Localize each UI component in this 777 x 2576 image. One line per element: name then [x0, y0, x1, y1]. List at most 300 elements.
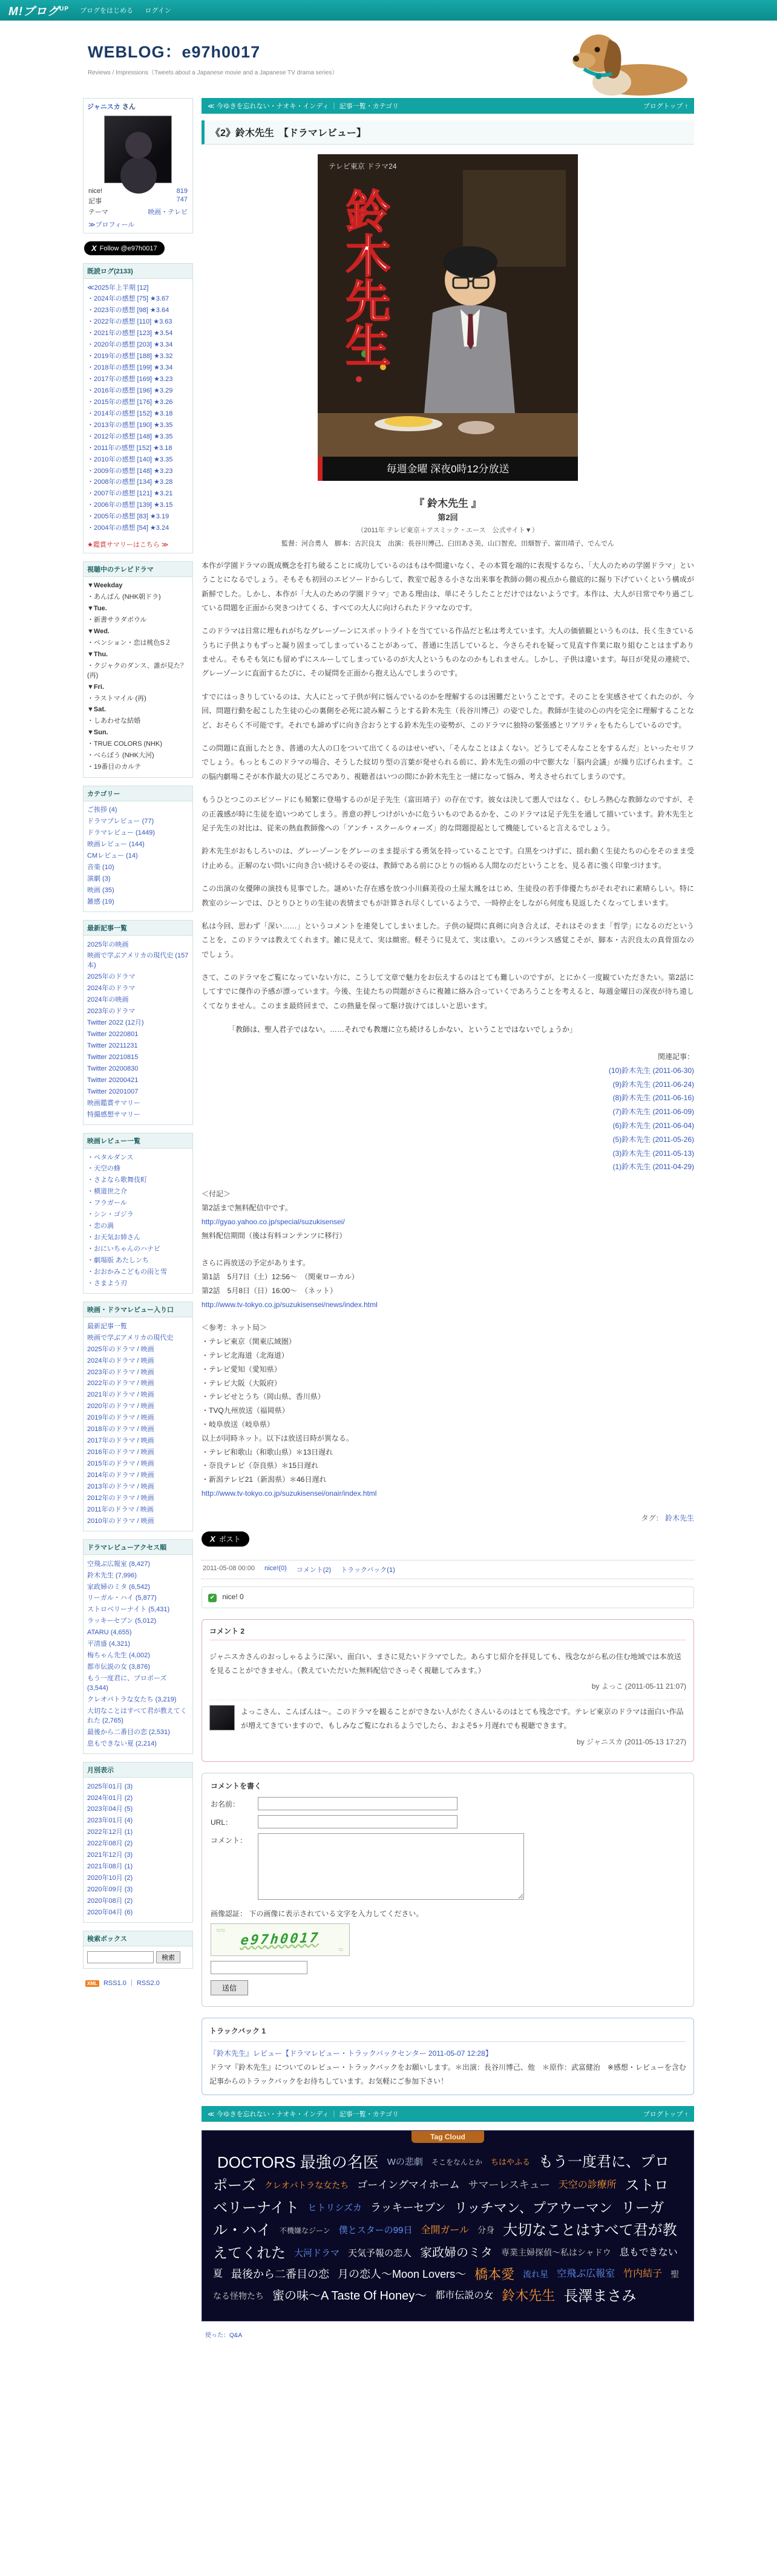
review-entrance-link[interactable]: 2016年のドラマ / 映画: [87, 1449, 154, 1456]
tag-cloud-link[interactable]: 月の恋人～Moon Lovers～: [338, 2268, 467, 2280]
blog-top-link[interactable]: ブログトップ ↑: [643, 2110, 688, 2118]
network-line: ・テレビせとうち（岡山県、香川県）: [202, 1392, 325, 1401]
access-rank-link[interactable]: 平清盛 (4,321): [87, 1640, 130, 1648]
review-entrance-link[interactable]: 2017年のドラマ / 映画: [87, 1437, 154, 1445]
recent-link[interactable]: Twitter 20220801: [87, 1031, 139, 1038]
tag-cloud-link[interactable]: 長澤まさみ: [563, 2287, 637, 2304]
comment-author: by よっこ (2011-05-11 21:07): [591, 1682, 686, 1691]
review-entrance-link[interactable]: 2022年のドラマ / 映画: [87, 1380, 154, 1387]
access-rank-link[interactable]: ATARU (4,655): [87, 1629, 132, 1637]
review-entrance-item: [87, 1470, 189, 1481]
review-paragraph: このドラマは日常に埋もれがちなグレーゾーンにスポットライトを当てている作品だと私は考えています。大人の価値観というものは、長く生きているうちに子供よりもずっと凝り固まってしまっていることがあって、普通に生活していると、今さらそれを疑って見直す作業に取り組むことはまずありません。そもそも気にも留めずにスルーしてしまっているのが大人というものなのかもしれません。しかし、子供は違います。毎日が発見の連続で、グレーゾーンに直面するたびに、その疑問を正面から抱え込んでしまうのです。: [202, 627, 694, 678]
review-paragraph: さて、このドラマをご覧になっていない方に、こうして文章で魅力をお伝えするのはとても難しいのですが、とにかく一度観ていただきたい。第2話にしてすでに傑作の予感が漂っています。今後、生徒たちの問題がさらに複雑に絡み合っていくであろうことを考えると、毎週金曜日の深夜が待ち遠しくてなりません。このまま最終回まで、この熱量を保って駆け抜けてほしいと思います。: [202, 973, 694, 1010]
archive-link[interactable]: ・2016年の感想 [196] ★3.29: [87, 386, 173, 394]
archive-item: [87, 443, 189, 454]
recent-box: [83, 920, 193, 1125]
archive-link[interactable]: ・2011年の感想 [152] ★3.18: [87, 444, 172, 452]
tag-cloud-title: Tag Cloud: [411, 2131, 484, 2143]
sidebar: [83, 98, 193, 1994]
blog-top-link[interactable]: ブログトップ ↑: [643, 103, 688, 110]
tag-cloud-link[interactable]: DOCTORS 最強の名医: [217, 2153, 379, 2171]
network-line: ・奈良テレビ（奈良県）＊15日遅れ: [202, 1461, 319, 1470]
tag-cloud-link[interactable]: 竹内結子: [623, 2269, 663, 2280]
recent-link[interactable]: Twitter 20210815: [87, 1053, 139, 1061]
access-rank-item: [87, 1559, 189, 1570]
tag-cloud-link[interactable]: 息もできない夏: [213, 2247, 678, 2280]
captcha-text: ≈≈ e97h0017: [240, 1930, 321, 1949]
archive-item: [87, 454, 189, 466]
tag-cloud-link[interactable]: リッチマン、プアウーマン: [454, 2200, 612, 2216]
access-rank-title: ドラマレビューアクセス順: [84, 1540, 192, 1555]
recent-link[interactable]: Twitter 20200830: [87, 1065, 139, 1072]
review-quote: 「教師は、聖人君子ではない。……それでも教壇に立ち続けるしかない、ということではないでしょうか」: [228, 1025, 577, 1034]
category-link[interactable]: 映画レビュー (144): [87, 840, 145, 848]
related-link[interactable]: (9)鈴木先生 (2011-06-24): [612, 1080, 694, 1089]
review-entrance-link[interactable]: 2011年のドラマ / 映画: [87, 1505, 154, 1513]
archive-link[interactable]: ・2024年の感想 [75] ★3.67: [87, 295, 169, 303]
network-line: ・新潟テレビ21（新潟県）＊46日遅れ: [202, 1475, 327, 1484]
url-field[interactable]: [258, 1815, 457, 1828]
access-rank-link[interactable]: 家政婦のミタ (6,542): [87, 1583, 150, 1591]
access-rank-box: [83, 1539, 193, 1754]
recent-link[interactable]: 2023年のドラマ: [87, 1008, 136, 1016]
access-rank-link[interactable]: 都市伝説の女 (3,876): [87, 1663, 150, 1671]
access-rank-item: [87, 1662, 189, 1674]
category-item: [87, 805, 189, 817]
access-rank-item: [87, 1651, 189, 1662]
review-paragraph: もうひとつこのエピソードにも頻繁に登場するのが足子先生（富田靖子）の存在です。彼女は決して悪人ではなく、むしろ熱心な教師なのですが、その正義感が時に生徒を追いつめてしまう。善意の押しつけがいかに危ういものであるかを、このドラマは足子先生を通して描いています。鈴木先生と足子先生の対比は、従来の熱血教師像への「アンチ・スクールウォーズ」的な問題提起として機能していると言えるでしょう。: [202, 795, 694, 832]
tag-cloud: [202, 2130, 694, 2321]
categories-title: カテゴリー: [84, 786, 192, 801]
related-link[interactable]: (7)鈴木先生 (2011-06-09): [612, 1107, 694, 1117]
access-rank-link[interactable]: ラッキーセブン (5,012): [87, 1617, 157, 1625]
tag-cloud-link[interactable]: リーガル・ハイ: [213, 2200, 664, 2239]
submit-button[interactable]: 送信: [211, 1980, 248, 1995]
profile-name[interactable]: ジャニスカ さん: [87, 103, 136, 111]
archive-link[interactable]: ・2015年の感想 [176] ★3.26: [87, 398, 173, 406]
monthly-link[interactable]: 2021年12月 (3): [87, 1851, 133, 1859]
access-rank-item: [87, 1694, 189, 1706]
recent-link[interactable]: 2025年のドラマ: [87, 973, 136, 981]
tag-cloud-link[interactable]: 大河ドラマ: [294, 2248, 340, 2258]
access-rank-link[interactable]: リーガル・ハイ (5,877): [87, 1594, 157, 1602]
nice-check-icon[interactable]: ✔: [208, 1594, 217, 1602]
recent-item: [87, 972, 189, 983]
movie-review-item: [87, 1198, 189, 1210]
start-blog-link[interactable]: ブログをはじめる: [80, 7, 134, 15]
related-link[interactable]: (10)鈴木先生 (2011-06-30): [608, 1066, 694, 1075]
access-rank-item: [87, 1639, 189, 1651]
category-link[interactable]: 演劇 (3): [87, 875, 111, 882]
monthly-link[interactable]: 2020年08月 (2): [87, 1897, 133, 1905]
tag-cloud-link[interactable]: 天空の診療所: [558, 2180, 617, 2191]
tag-cloud-link[interactable]: ヒトリシズカ: [307, 2203, 362, 2214]
tag-cloud-link[interactable]: ゴーイングマイホーム: [357, 2179, 460, 2191]
profile-link[interactable]: ≫プロフィール: [88, 221, 135, 229]
review-entrance-item: [87, 1367, 189, 1378]
archive-item: [87, 477, 189, 489]
source-line[interactable]: （2011年 テレビ東京＋アスミック・エース 公式サイト▼）: [357, 526, 539, 534]
archive-link[interactable]: ・2023年の感想 [98] ★3.64: [87, 307, 169, 315]
trackback-box: [202, 2018, 694, 2095]
monthly-link[interactable]: 2020年10月 (2): [87, 1874, 133, 1882]
category-item: [87, 817, 189, 828]
search-button[interactable]: 検索: [156, 1951, 180, 1963]
archive-link[interactable]: ・2018年の感想 [199] ★3.34: [87, 364, 173, 372]
watching-list: [84, 577, 192, 777]
profile-rows: [84, 187, 192, 217]
archive-link[interactable]: ・2014年の感想 [152] ★3.18: [87, 409, 173, 417]
review-entrance-link[interactable]: 2018年のドラマ / 映画: [87, 1426, 154, 1433]
movie-review-link[interactable]: ・さよなら歌舞伎町: [87, 1176, 147, 1184]
recent-item: [87, 1029, 189, 1041]
monthly-link[interactable]: 2022年08月 (2): [87, 1840, 133, 1848]
related-link[interactable]: (3)鈴木先生 (2011-05-13): [612, 1149, 694, 1158]
movie-review-link[interactable]: ・シン・ゴジラ: [87, 1211, 134, 1219]
archive-item: [87, 363, 189, 374]
recent-item: [87, 1063, 189, 1075]
avatar[interactable]: [104, 116, 172, 183]
tag-cloud-link[interactable]: 橋本愛: [474, 2266, 515, 2282]
recent-link[interactable]: Twitter 20201007: [87, 1087, 139, 1095]
related-link[interactable]: (5)鈴木先生 (2011-05-26): [612, 1135, 694, 1144]
access-rank-item: [87, 1738, 189, 1750]
monthly-item: [87, 1862, 189, 1873]
nice-count-link[interactable]: nice!(0): [264, 1564, 287, 1572]
watching-item: ▼Tue.: [87, 605, 107, 612]
service-logo[interactable]: M!ブログ$^{UP}$: [8, 5, 70, 18]
archive-link[interactable]: ・2013年の感想 [190] ★3.35: [87, 421, 173, 429]
access-rank-link[interactable]: ストロベリーナイト (5,431): [87, 1606, 170, 1614]
network-line: ・テレビ愛知（愛知県）: [202, 1365, 281, 1374]
prev-next-nav-link[interactable]: ≪ 今ゆきを忘れない・ナオキ・インディ ｜ 記事一覧・カテゴリ: [208, 103, 399, 110]
comment-form-title: コメントを書く: [211, 1781, 262, 1790]
page-footer: [202, 2325, 694, 2355]
category-link[interactable]: 雑感 (19): [87, 898, 114, 905]
watching-item: ・新書サラダボウル: [87, 616, 147, 624]
review-entrance-link[interactable]: 映画で学ぶアメリカの現代史: [87, 1334, 174, 1342]
tag-cloud-link[interactable]: 都市伝説の女: [435, 2291, 494, 2301]
tag-cloud-link[interactable]: 空飛ぶ広報室: [557, 2269, 615, 2280]
x-post-button[interactable]: X ポスト: [202, 1531, 249, 1547]
tag-cloud-link[interactable]: ストロベリーナイト: [213, 2177, 669, 2217]
watching-box: [83, 561, 193, 778]
recent-item: [87, 1098, 189, 1109]
prev-next-nav-link[interactable]: ≪ 今ゆきを忘れない・ナオキ・インディ ｜ 記事一覧・カテゴリ: [208, 2110, 399, 2118]
dog-illustration: [546, 22, 690, 96]
login-link[interactable]: ログイン: [145, 7, 171, 15]
topbar-links: [80, 5, 181, 15]
tag-cloud-link[interactable]: 最後から二番目の恋: [231, 2268, 330, 2280]
postscript-line: 無料配信期間（後は有料コンテンツに移行）: [202, 1231, 347, 1240]
access-rank-link[interactable]: 梅ちゃん先生 (4,002): [87, 1652, 150, 1660]
related-articles: [202, 1050, 694, 1174]
network-line: ＜参考：ネット局＞: [202, 1323, 267, 1332]
search-input[interactable]: [87, 1951, 154, 1963]
archive-link[interactable]: ・2005年の感想 [83] ★3.19: [87, 513, 169, 521]
tag-cloud-link[interactable]: 全開ガール: [421, 2225, 470, 2235]
tag-cloud-link[interactable]: 大切なことはすべて君が教えてくれた: [213, 2222, 677, 2261]
monthly-link[interactable]: 2022年12月 (1): [87, 1828, 133, 1836]
archive-link[interactable]: ・2020年の感想 [203] ★3.34: [87, 341, 173, 349]
movie-review-link[interactable]: ・劇場版 あたしンち: [87, 1256, 149, 1264]
postscript-line: http://gyao.yahoo.co.jp/special/suzukisensei/: [202, 1217, 345, 1226]
poster-wrap: [202, 154, 694, 483]
review-entrance-link[interactable]: 2019年のドラマ / 映画: [87, 1414, 154, 1422]
monthly-box: [83, 1762, 193, 1923]
main-column: [202, 98, 694, 2355]
network-line: ・テレビ東京（関東広域圏）: [202, 1337, 296, 1346]
name-field[interactable]: [258, 1797, 457, 1810]
category-link[interactable]: ドラマプレビュー (77): [87, 818, 154, 825]
category-link[interactable]: ドラマレビュー (1449): [87, 829, 155, 836]
tag-cloud-link[interactable]: 分身: [477, 2225, 495, 2235]
nice-count: 0: [240, 1592, 244, 1601]
search-title: 検索ボックス: [84, 1931, 192, 1946]
archive-link[interactable]: ・2006年の感想 [139] ★3.15: [87, 501, 173, 509]
access-rank-link[interactable]: 大切なことはすべて君が教えてくれた (2,765): [87, 1707, 187, 1724]
monthly-link[interactable]: 2021年08月 (1): [87, 1863, 133, 1871]
archive-item: [87, 351, 189, 363]
review-entrance-item: [87, 1390, 189, 1401]
review-entrance-link[interactable]: 2013年のドラマ / 映画: [87, 1482, 154, 1490]
tag-cloud-link[interactable]: 蜜の味～A Taste Of Honey～: [272, 2289, 427, 2303]
recent-link[interactable]: Twitter 20211231: [87, 1042, 138, 1049]
archive-link[interactable]: ・2010年の感想 [140] ★3.35: [87, 455, 173, 463]
captcha-input[interactable]: [211, 1961, 307, 1974]
watching-item: ・クジャクのダンス、誰が見た？(再): [87, 662, 187, 679]
archive-item: [87, 294, 189, 305]
access-rank-link[interactable]: 空飛ぶ広報室 (8,427): [87, 1560, 150, 1568]
review-entrance-item: [87, 1344, 189, 1355]
tag-cloud-link[interactable]: 流れ星: [523, 2269, 549, 2279]
monthly-link[interactable]: 2020年09月 (3): [87, 1886, 133, 1893]
monthly-link[interactable]: 2023年01月 (4): [87, 1817, 133, 1825]
review-entrance-link[interactable]: 2010年のドラマ / 映画: [87, 1517, 154, 1525]
movie-review-item: [87, 1255, 189, 1267]
monthly-link[interactable]: 2023年04月 (5): [87, 1805, 133, 1813]
category-link[interactable]: CMレビュー (14): [87, 852, 138, 859]
categories-list: [84, 801, 192, 911]
x-follow-button[interactable]: X Follow @e97h0017: [84, 241, 165, 255]
review-entrance-link[interactable]: 2015年のドラマ / 映画: [87, 1460, 154, 1467]
archive-item: [87, 420, 189, 431]
category-link[interactable]: 映画 (35): [87, 886, 114, 894]
recent-item: [87, 1109, 189, 1121]
access-rank-item: [87, 1674, 189, 1695]
review-entrance-link[interactable]: 2014年のドラマ / 映画: [87, 1471, 154, 1479]
archive-link[interactable]: ・2017年の感想 [169] ★3.23: [87, 376, 173, 383]
review-entrance-link[interactable]: 2020年のドラマ / 映画: [87, 1403, 154, 1410]
access-rank-item: [87, 1570, 189, 1582]
blog-subtitle: Reviews / Impressions（Tweets about a Japanese movie and a Japanese TV drama series）: [88, 70, 338, 76]
tag-cloud-link[interactable]: 鈴木先生: [502, 2288, 556, 2304]
category-item: [87, 885, 189, 896]
recent-link[interactable]: Twitter 2022 (12月): [87, 1019, 144, 1027]
movie-review-link[interactable]: ・お天気お姉さん: [87, 1234, 140, 1242]
recent-link[interactable]: 映画鑑賞サマリー: [87, 1099, 140, 1107]
archive-link[interactable]: ・2007年の感想 [121] ★3.21: [87, 490, 173, 498]
archive-link[interactable]: ・2022年の感想 [110] ★3.63: [87, 318, 172, 326]
review-paragraph: 私は今回、思わず「深い……」というコメントを連発してしまいました。子供の疑問に真剣に向き合えば、それはそのまま「哲学」になるのだということを、このドラマは教えてくれます。雑に見えて、実は緻密。軽そうに見えて、実は重い。このバランス感覚こそが、脚本・古沢良太の真骨頂なのでしょう。: [202, 921, 694, 959]
archive-link[interactable]: ・2012年の感想 [148] ★3.35: [87, 432, 173, 440]
tag-cloud-link[interactable]: クレオパトラな女たち: [264, 2180, 349, 2190]
footer-link[interactable]: 使った：Q&A: [205, 2332, 243, 2340]
archive-item: [87, 397, 189, 408]
tag-cloud-link[interactable]: 聖なる怪物たち: [213, 2269, 680, 2301]
access-rank-link[interactable]: 鈴木先生 (7,996): [87, 1571, 137, 1579]
movie-review-link[interactable]: ・おにいちゃんのハナビ: [87, 1245, 160, 1253]
page: [83, 21, 694, 2355]
comment-field[interactable]: [258, 1833, 524, 1900]
category-item: [87, 896, 189, 908]
access-rank-item: [87, 1616, 189, 1628]
recent-item: [87, 1086, 189, 1098]
movie-review-link[interactable]: ・おおかみこどもの雨と雪: [87, 1268, 167, 1276]
category-link[interactable]: ご挨拶 (4): [87, 806, 117, 814]
related-link[interactable]: (6)鈴木先生 (2011-06-04): [612, 1121, 694, 1130]
article-navbar-top: [202, 98, 694, 114]
network-block: [202, 1321, 694, 1500]
archive-link[interactable]: ・2019年の感想 [188] ★3.32: [87, 353, 173, 360]
tag-cloud-link[interactable]: 不機嫌なジーン: [280, 2226, 330, 2235]
url-label: URL：: [211, 1818, 233, 1827]
recent-item: [87, 951, 189, 972]
comment-count-link[interactable]: コメント(2): [296, 1566, 332, 1574]
access-rank-link[interactable]: 最後から二番目の恋 (2,531): [87, 1728, 170, 1736]
recent-link[interactable]: Twitter 20200421: [87, 1076, 139, 1084]
monthly-title: 月別表示: [84, 1762, 192, 1778]
movie-review-link[interactable]: ・恋の渦: [87, 1222, 114, 1230]
blog-title[interactable]: WEBLOG：e97h0017: [88, 43, 261, 61]
movie-review-link[interactable]: ・天空の蜂: [87, 1165, 120, 1173]
monthly-item: [87, 1804, 189, 1816]
tag-cloud-link[interactable]: 僕とスターの99日: [338, 2225, 413, 2236]
review-entrance-link[interactable]: 2024年のドラマ / 映画: [87, 1357, 154, 1365]
recent-link[interactable]: 2024年のドラマ: [87, 985, 136, 993]
recent-item: [87, 1052, 189, 1063]
tag-cloud-link[interactable]: そこをなんとか: [431, 2157, 482, 2167]
archive-link[interactable]: ≪2025年上半期 [12]: [87, 284, 149, 292]
recent-link[interactable]: 2025年の映画: [87, 941, 129, 948]
access-rank-list: [84, 1555, 192, 1753]
archive-note-link[interactable]: ★鑑賞サマリーはこちら ≫: [87, 541, 169, 549]
archive-link[interactable]: ・2021年の感想 [123] ★3.54: [87, 330, 173, 337]
tag-link[interactable]: 鈴木先生: [664, 1513, 694, 1522]
archive-link[interactable]: ・2008年の感想 [134] ★3.28: [87, 478, 173, 486]
review-entrance-link[interactable]: 最新記事一覧: [87, 1322, 127, 1330]
review-entrance-item: [87, 1355, 189, 1367]
review-entrance-item: [87, 1424, 189, 1436]
category-item: [87, 862, 189, 873]
review-entrance-link[interactable]: 2021年のドラマ / 映画: [87, 1391, 154, 1399]
category-link[interactable]: 音楽 (10): [87, 863, 114, 871]
archive-link[interactable]: ・2009年の感想 [148] ★3.23: [87, 467, 173, 475]
review-entrance-list: [84, 1317, 192, 1531]
movie-review-item: [87, 1210, 189, 1221]
trackback-count-link[interactable]: トラックバック(1): [341, 1566, 395, 1574]
tag-line: [202, 1513, 694, 1523]
access-rank-link[interactable]: クレオパトラな女たち (3,219): [87, 1695, 177, 1703]
commenter-avatar[interactable]: [209, 1705, 235, 1730]
movie-review-link[interactable]: ・さまよう刃: [87, 1279, 127, 1287]
tag-cloud-link[interactable]: 専業主婦探偵～私はシャドウ: [501, 2248, 611, 2258]
tag-cloud-link[interactable]: もう一度君に、プロポーズ: [213, 2154, 669, 2194]
access-rank-item: [87, 1706, 189, 1727]
network-line: ・テレビ和歌山（和歌山県）＊13日遅れ: [202, 1447, 333, 1456]
recent-link[interactable]: 映画で学ぶアメリカの現代史 (157本): [87, 952, 189, 970]
tag-cloud-link[interactable]: ちはやふる: [490, 2157, 530, 2167]
watching-item: ・あんぱん (NHK朝ドラ): [87, 593, 161, 601]
related-item: [202, 1064, 694, 1078]
related-list: [202, 1064, 694, 1174]
profile-row: nice! 819: [88, 187, 188, 195]
recent-link[interactable]: 2024年の映画: [87, 996, 129, 1004]
tag-cloud-link[interactable]: サマーレスキュー: [468, 2179, 550, 2191]
captcha-label: 画像認証：: [211, 1909, 248, 1918]
review-entrance-link[interactable]: 2023年のドラマ / 映画: [87, 1368, 154, 1376]
access-rank-link[interactable]: 息もできない夏 (2,214): [87, 1740, 157, 1747]
tag-label: タグ：: [641, 1513, 663, 1522]
nice-label: nice!: [222, 1592, 238, 1601]
watching-title: 視聴中のテレビドラマ: [84, 562, 192, 577]
tag-cloud-link[interactable]: Wの悲劇: [387, 2157, 423, 2168]
network-line: ・岐阜放送（岐阜県）: [202, 1420, 275, 1429]
category-item: [87, 873, 189, 885]
archive-item: [87, 317, 189, 328]
network-line: ・テレビ大阪（大阪府）: [202, 1378, 281, 1387]
review-entrance-link[interactable]: 2012年のドラマ / 映画: [87, 1494, 154, 1502]
access-rank-link[interactable]: もう一度君に、プロポーズ (3,544): [87, 1675, 167, 1692]
movie-review-item: [87, 1221, 189, 1233]
profile-row: テーマ 映画・テレビ: [88, 209, 188, 216]
archive-box: [83, 263, 193, 553]
monthly-item: [87, 1873, 189, 1885]
movie-review-link[interactable]: ・ペタルダンス: [87, 1153, 134, 1161]
related-link[interactable]: (1)鈴木先生 (2011-04-29): [612, 1162, 694, 1172]
watching-item: ▼Sat.: [87, 706, 107, 714]
article: [202, 120, 694, 2095]
article-navbar-bottom: [202, 2106, 694, 2122]
monthly-item: [87, 1896, 189, 1907]
monthly-link[interactable]: 2024年01月 (2): [87, 1794, 133, 1802]
tag-cloud-link[interactable]: 家政婦のミタ: [420, 2246, 493, 2260]
dog-photo: [546, 22, 690, 97]
recent-link[interactable]: 特撮感想サマリー: [87, 1110, 140, 1118]
service-topbar: [0, 0, 777, 21]
related-link[interactable]: (8)鈴木先生 (2011-06-16): [612, 1094, 694, 1103]
categories-box: [83, 786, 193, 912]
trackback-entry-link[interactable]: 『鈴木先生』レビュー【ドラマレビュー・トラックバックセンター 2011-05-07 12:28】: [209, 2049, 493, 2058]
monthly-link[interactable]: 2020年04月 (6): [87, 1908, 133, 1916]
movie-review-link[interactable]: ・横道世之介: [87, 1188, 127, 1196]
recent-title: 最新記事一覧: [84, 921, 192, 936]
tag-cloud-link[interactable]: ラッキーセブン: [370, 2201, 446, 2214]
network-line: ・TVQ九州放送（福岡県）: [202, 1406, 289, 1415]
tag-cloud-link[interactable]: 天気予報の恋人: [348, 2248, 412, 2258]
archive-link[interactable]: ・2004年の感想 [54] ★3.24: [87, 524, 169, 532]
monthly-link[interactable]: 2025年01月 (3): [87, 1782, 133, 1790]
watching-item: ・19番目のカルテ: [87, 763, 142, 771]
monthly-item: [87, 1850, 189, 1862]
review-paragraph: 鈴木先生がおもしろいのは、グレーゾーンをグレーのまま提示する勇気を持っていることです。白黒をつけずに、揺れ動く生徒たちの心をそのまま受け止める。正解のない問いに向き合い続けるその姿は、教師である前にひとりの悩める人間なのだということを、見る者に強く印象づけます。: [202, 847, 694, 870]
movie-review-link[interactable]: ・フラガール: [87, 1199, 127, 1207]
review-entrance-link[interactable]: 2025年のドラマ / 映画: [87, 1345, 154, 1353]
review-entrance-title: 映画・ドラマレビュー入り口: [84, 1302, 192, 1317]
watching-item: ・ラストマイル (再): [87, 694, 146, 702]
rss-links[interactable]: RSS1.0 ｜ RSS2.0: [103, 1980, 160, 1987]
drama-poster-image[interactable]: [318, 154, 578, 481]
